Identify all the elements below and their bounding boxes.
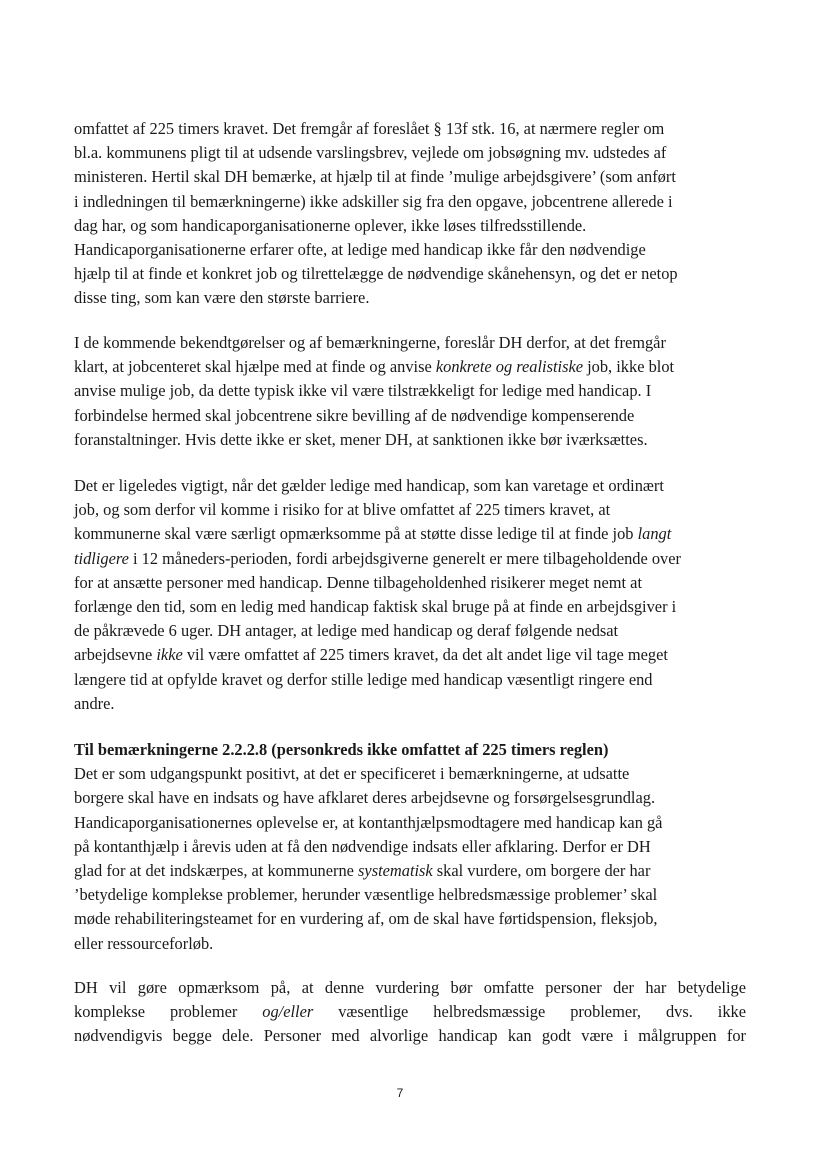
paragraph-concrete-jobs bbox=[74, 331, 746, 452]
emphasized-text: systematisk bbox=[358, 860, 433, 880]
paragraph-earlier-support bbox=[74, 474, 746, 716]
paragraph-jobcenter-help bbox=[74, 117, 746, 311]
text-run: forbindelse hermed skal jobcentrene sikre bevilling af de nødvendige kompenserende bbox=[74, 405, 635, 425]
text-run: forlænge den tid, som en ledig med handicap faktisk skal bruge på at finde en arbejdsgiver i bbox=[74, 596, 677, 616]
text-line bbox=[74, 331, 746, 355]
text-line bbox=[74, 571, 746, 595]
text-line bbox=[74, 907, 746, 931]
text-line bbox=[74, 835, 746, 859]
text-line bbox=[74, 190, 746, 214]
text-line bbox=[74, 165, 746, 189]
text-run: job, ikke blot bbox=[583, 357, 675, 377]
text-line bbox=[74, 643, 746, 667]
text-run: ministeren. Hertil skal DH bemærke, at hjælp til at finde ’mulige arbejdsgivere’ (som anført bbox=[74, 167, 676, 187]
text-line bbox=[74, 1000, 746, 1024]
text-line bbox=[74, 668, 746, 692]
text-run: møde rehabiliteringsteamet for en vurdering af, om de skal have førtidspension, fleksjob, bbox=[74, 909, 658, 929]
emphasized-text: ikke bbox=[156, 645, 183, 665]
text-run: foranstaltninger. Hvis dette ikke er sket, mener DH, at sanktionen ikke bør iværksættes. bbox=[74, 429, 648, 449]
text-line bbox=[74, 883, 746, 907]
text-run: Handicaporganisationerne erfarer ofte, at ledige med handicap ikke får den nødvendige bbox=[74, 239, 646, 259]
text-run: længere tid at opfylde kravet og derfor stille ledige med handicap væsentligt ringere end bbox=[74, 669, 653, 689]
text-run: job, og som derfor vil komme i risiko for at blive omfattet af 225 timers kravet, at bbox=[74, 500, 611, 520]
text-run: kommunerne skal være særligt opmærksomme på at støtte disse ledige til at finde job bbox=[74, 524, 638, 544]
text-run: skal vurdere, om borgere der har bbox=[432, 860, 651, 880]
text-run: Det er ligeledes vigtigt, når det gælder ledige med handicap, som kan varetage et ordinært bbox=[74, 476, 664, 495]
text-run: dag har, og som handicaporganisationerne oplever, ikke løses tilfredsstillende. bbox=[74, 215, 587, 235]
text-line bbox=[74, 141, 746, 165]
page-number: 7 bbox=[396, 1086, 404, 1100]
text-run: anvise mulige job, da dette typisk ikke vil være tilstrækkeligt for ledige med handicap. I bbox=[74, 381, 652, 401]
text-line bbox=[74, 262, 746, 286]
text-run: bl.a. kommunens pligt til at udsende varslingsbrev, vejlede om jobsøgning mv. udstedes af bbox=[74, 143, 667, 163]
text-line bbox=[74, 498, 746, 522]
emphasized-text: tidligere bbox=[74, 548, 129, 568]
text-run: I de kommende bekendtgørelser og af bemærkningerne, foreslår DH derfor, at det fremgår bbox=[74, 333, 666, 352]
emphasized-text: langt bbox=[637, 524, 672, 544]
text-run: borgere skal have en indsats og have afklaret deres arbejdsevne og forsørgelsesgrundlag. bbox=[74, 788, 656, 808]
text-run: arbejdsevne bbox=[74, 645, 157, 665]
text-line bbox=[74, 404, 746, 428]
text-line bbox=[74, 692, 746, 716]
text-line bbox=[74, 976, 746, 1000]
text-run: i indledningen til bemærkningerne) ikke adskiller sig fra den opgave, jobcentrene allerede i bbox=[74, 191, 673, 211]
text-line bbox=[74, 428, 746, 452]
text-run: hjælp til at finde et konkret job og tilrettelægge de nødvendige skånehensyn, og det er netop bbox=[74, 264, 678, 284]
text-run: vil være omfattet af 225 timers kravet, da det alt andet lige vil tage meget bbox=[182, 645, 668, 665]
text-line bbox=[74, 522, 746, 546]
text-line bbox=[74, 474, 746, 498]
text-run: nødvendigvis begge dele. Personer med alvorlige handicap kan godt være i målgruppen for bbox=[74, 1026, 746, 1046]
text-line bbox=[74, 214, 746, 238]
text-line bbox=[74, 595, 746, 619]
text-line bbox=[74, 286, 746, 310]
text-line bbox=[74, 117, 746, 141]
text-run: DH vil gøre opmærksom på, at denne vurdering bør omfatte personer der har betydelige bbox=[74, 978, 746, 997]
text-run: de påkrævede 6 uger. DH antager, at ledige med handicap og deraf følgende nedsat bbox=[74, 621, 619, 641]
section-heading: Til bemærkningerne 2.2.2.8 (personkreds ikke omfattet af 225 timers reglen) bbox=[74, 740, 609, 759]
text-run: glad for at det indskærpes, at kommunerne bbox=[74, 860, 359, 880]
text-run: væsentlige helbredsmæssige problemer, dvs. ikke bbox=[313, 1002, 746, 1022]
text-run: for at ansætte personer med handicap. Denne tilbageholdenhed risikerer meget nemt at bbox=[74, 572, 642, 592]
text-line bbox=[74, 932, 746, 956]
text-line bbox=[74, 238, 746, 262]
text-run: på kontanthjælp i årevis uden at få den nødvendige indsats eller afklaring. Derfor er DH bbox=[74, 836, 651, 856]
text-run: klart, at jobcenteret skal hjælpe med at finde og anvise bbox=[74, 357, 436, 377]
text-run: komplekse problemer bbox=[74, 1002, 263, 1022]
text-line bbox=[74, 762, 746, 786]
text-run: omfattet af 225 timers kravet. Det fremgår af foreslået § 13f stk. 16, at nærmere regler om bbox=[74, 119, 665, 138]
text-run: andre. bbox=[74, 693, 115, 713]
text-line bbox=[74, 547, 746, 571]
text-run: Handicaporganisationernes oplevelse er, at kontanthjælpsmodtagere med handicap kan gå bbox=[74, 812, 663, 832]
text-run: Det er som udgangspunkt positivt, at det er specificeret i bemærkningerne, at udsatte bbox=[74, 764, 630, 784]
text-run: disse ting, som kan være den største barriere. bbox=[74, 288, 370, 308]
text-run: eller ressourceforløb. bbox=[74, 933, 214, 953]
text-line bbox=[74, 786, 746, 810]
section-2-2-2-8 bbox=[74, 738, 746, 956]
text-line bbox=[74, 379, 746, 403]
text-run: i 12 måneders-perioden, fordi arbejdsgiverne generelt er mere tilbageholdende over bbox=[128, 548, 681, 568]
text-run: ’betydelige komplekse problemer, herunder væsentlige helbredsmæssige problemer’ skal bbox=[74, 885, 658, 905]
paragraph-assessment-scope bbox=[74, 976, 746, 1049]
emphasized-text: og/eller bbox=[262, 1002, 314, 1022]
text-line bbox=[74, 619, 746, 643]
text-line bbox=[74, 1024, 746, 1048]
emphasized-text: konkrete og realistiske bbox=[435, 357, 584, 377]
text-line bbox=[74, 811, 746, 835]
text-line bbox=[74, 355, 746, 379]
text-line bbox=[74, 859, 746, 883]
